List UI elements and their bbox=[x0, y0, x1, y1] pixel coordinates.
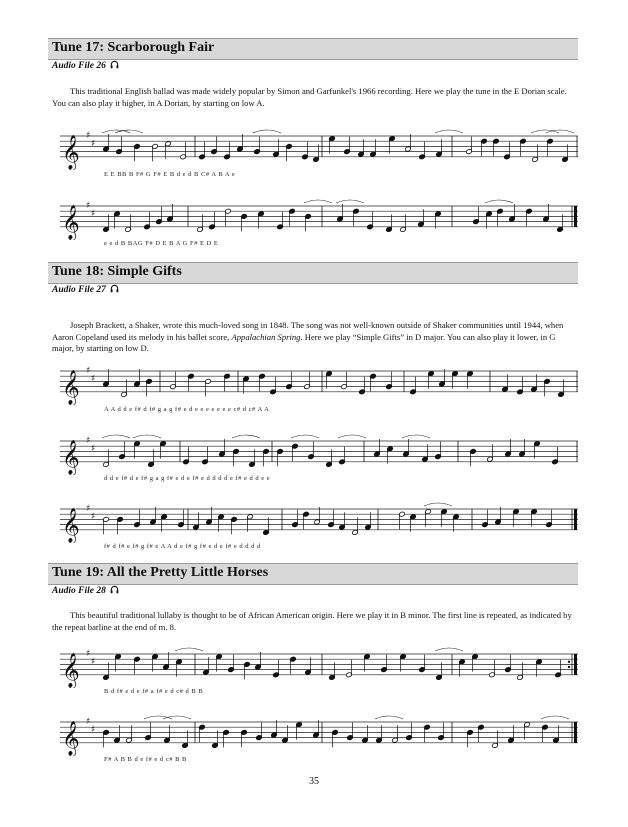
treble-clef: 𝄞 bbox=[62, 204, 80, 240]
slur bbox=[485, 200, 513, 203]
final-barline bbox=[574, 722, 577, 743]
sharp-sign: ♯ bbox=[91, 725, 96, 735]
tune-17-description: This traditional English ballad was made widely popular by Simon and Garfunkel's 1966 recording. Here we play the tune in the E Dorian scale. You can also play it higher, in A Dorian, by starting on low A. bbox=[52, 86, 567, 108]
staff-system bbox=[60, 640, 578, 688]
tune-18-description-b: . Here we play “Simple Gifts” in D major. You can also play it lower, in G major, by starting on low D. bbox=[52, 331, 556, 353]
note-names: E E BB B F# G F# E B d e d B C# A B A e bbox=[104, 171, 236, 178]
headphones-icon bbox=[110, 284, 119, 296]
repeat-dot bbox=[568, 661, 570, 663]
sharp-sign: ♯ bbox=[86, 436, 91, 446]
page-number: 35 bbox=[309, 776, 319, 787]
headphones-icon bbox=[110, 585, 119, 597]
slur bbox=[336, 200, 364, 203]
sharp-sign: ♯ bbox=[91, 374, 96, 384]
slur bbox=[133, 435, 161, 438]
treble-clef: 𝄞 bbox=[62, 652, 80, 688]
sharp-sign: ♯ bbox=[86, 717, 91, 727]
repeat-dot bbox=[568, 666, 570, 668]
note-names: A A d d e f# d f# g a g f# e d e e e e e e e c# d c# A A bbox=[104, 406, 270, 413]
slur bbox=[232, 435, 260, 438]
tune-18-audio bbox=[52, 284, 119, 296]
tune-19-audio bbox=[52, 585, 119, 597]
treble-clef: 𝄞 bbox=[62, 507, 80, 543]
final-barline bbox=[574, 654, 577, 675]
tune-19-audio-label: Audio File 28 bbox=[52, 586, 106, 596]
slur bbox=[304, 200, 332, 203]
tune-19-title: Tune 19: All the Pretty Little Horses bbox=[52, 565, 269, 580]
tune-17-audio-label: Audio File 26 bbox=[52, 61, 106, 71]
treble-clef: 𝄞 bbox=[62, 720, 80, 756]
tune-18-description bbox=[52, 320, 578, 355]
sharp-sign: ♯ bbox=[86, 649, 91, 659]
staff-system bbox=[60, 708, 578, 756]
slur bbox=[435, 130, 463, 133]
final-barline bbox=[574, 206, 577, 227]
treble-clef: 𝄞 bbox=[62, 134, 80, 170]
sharp-sign: ♯ bbox=[86, 201, 91, 211]
tune-17-header bbox=[48, 38, 578, 60]
tune-18-title: Tune 18: Simple Gifts bbox=[52, 264, 182, 279]
note-names: B d f# e d e f# a f# e d c# d B B bbox=[104, 688, 204, 695]
treble-clef: 𝄞 bbox=[62, 439, 80, 475]
treble-clef: 𝄞 bbox=[62, 369, 80, 405]
slur bbox=[424, 503, 452, 506]
sharp-sign: ♯ bbox=[91, 139, 96, 149]
slur bbox=[541, 716, 569, 719]
final-barline bbox=[574, 509, 577, 530]
slur bbox=[402, 435, 430, 438]
slur bbox=[375, 716, 403, 719]
slur bbox=[435, 648, 463, 651]
staff-system bbox=[60, 427, 578, 475]
headphones-icon bbox=[110, 60, 119, 72]
sharp-sign: ♯ bbox=[91, 657, 96, 667]
tune-19-header bbox=[48, 563, 578, 585]
sharp-sign: ♯ bbox=[86, 366, 91, 376]
slur bbox=[253, 130, 281, 133]
note-names: d d e f# d e f# g a g f# e d e f# e d d d d e f# e d d e e bbox=[104, 475, 271, 482]
staff-system bbox=[60, 495, 578, 543]
tune-18-audio-label: Audio File 27 bbox=[52, 285, 106, 295]
staff-system bbox=[60, 122, 578, 170]
sharp-sign: ♯ bbox=[91, 512, 96, 522]
note-names: f# d f# e f# g f# e A A d e f# g f# e d e f# e d d d d bbox=[104, 543, 261, 550]
tune-19-description: This beautiful traditional lullaby is thought to be of African American origin. Here we play it in B minor. The first line is repeated, as indicated by the repeat barline at the end of m. 8. bbox=[52, 610, 572, 632]
staff-system bbox=[60, 192, 578, 240]
tune-18-description-italic: Appalachian Spring bbox=[231, 331, 301, 342]
sharp-sign: ♯ bbox=[91, 209, 96, 219]
tune-17-audio bbox=[52, 60, 119, 72]
tune-18-description-a: Joseph Brackett, a Shaker, wrote this much-loved song in 1848. The song was not well-known outside of Shaker communities until 1944, when Aaron Copeland used its melody in his ballet score, bbox=[52, 320, 564, 342]
sharp-sign: ♯ bbox=[86, 504, 91, 514]
sharp-sign: ♯ bbox=[86, 131, 91, 141]
slur bbox=[163, 716, 191, 719]
note-names: e e d B BAG F# D E B A G F# E D E bbox=[104, 240, 219, 247]
slur bbox=[291, 435, 319, 438]
slur bbox=[102, 435, 130, 438]
slur bbox=[175, 648, 203, 651]
note-names: F# A B B d e f# e d c# B B bbox=[104, 756, 187, 763]
sharp-sign: ♯ bbox=[91, 444, 96, 454]
tune-17-title: Tune 17: Scarborough Fair bbox=[52, 40, 215, 55]
tune-18-header bbox=[48, 262, 578, 284]
slur bbox=[338, 435, 366, 438]
staff-system bbox=[60, 357, 578, 405]
